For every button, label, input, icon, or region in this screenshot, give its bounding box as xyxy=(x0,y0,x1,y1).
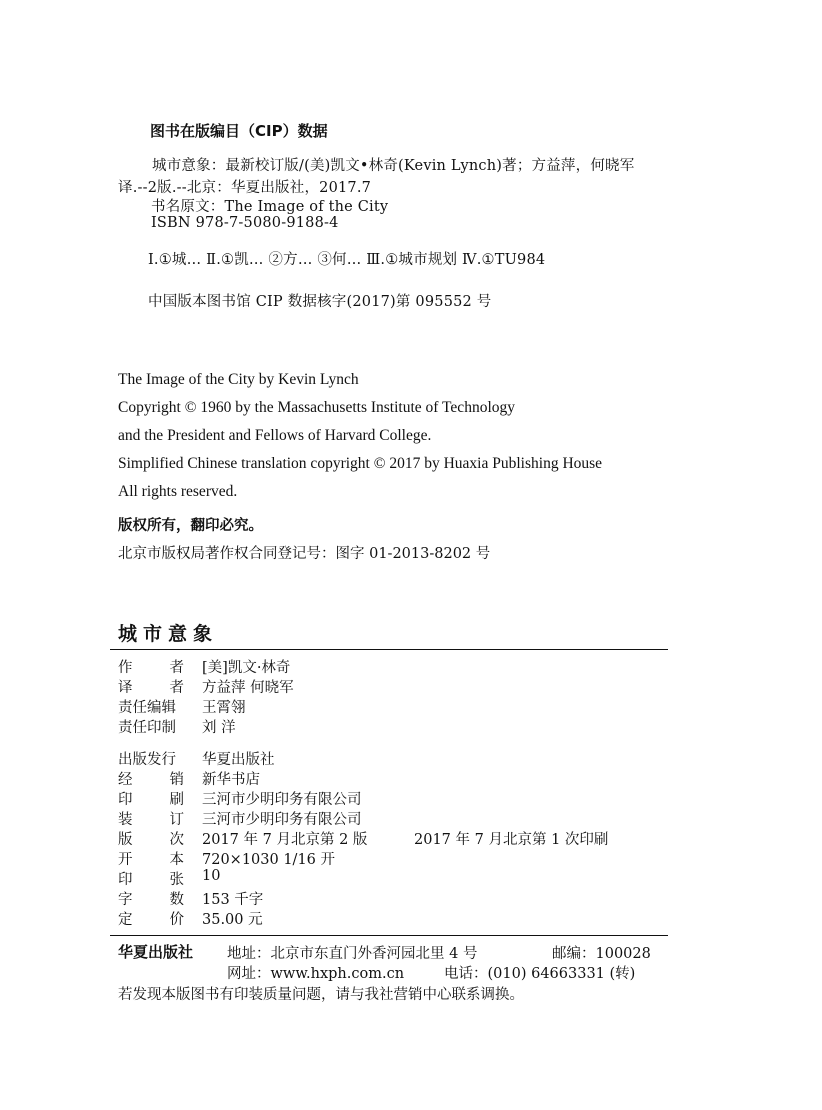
info-label xyxy=(118,748,202,768)
info-value: 方益萍 何晓军 xyxy=(202,680,294,696)
cip-line-1: 城市意象：最新校订版/(美)凯文•林奇(Kevin Lynch)著；方益萍，何晓军 xyxy=(152,158,635,174)
rights-statement: 版权所有，翻印必究。 xyxy=(118,518,263,534)
info-label xyxy=(118,908,184,928)
info-label-part: 定 xyxy=(118,912,133,928)
info-label-part: 销 xyxy=(169,772,184,788)
info-value: 10 xyxy=(202,868,221,884)
info-label xyxy=(118,808,184,828)
book-title: 城市意象 xyxy=(118,623,219,645)
info-value-extra: 2017 年 7 月北京第 1 次印刷 xyxy=(414,832,609,848)
info-value: 华夏出版社 xyxy=(202,752,275,768)
info-value: 三河市少明印务有限公司 xyxy=(202,812,362,828)
english-title-line: The Image of the City by Kevin Lynch xyxy=(118,371,359,388)
info-label-part: 者 xyxy=(169,660,184,676)
info-row xyxy=(118,788,362,808)
cip-line-2: 译.--2版.--北京：华夏出版社，2017.7 xyxy=(118,180,372,196)
info-label xyxy=(118,788,184,808)
info-value: [美]凯文·林奇 xyxy=(202,660,291,676)
info-label xyxy=(118,888,184,908)
english-copyright-line: Copyright © 1960 by the Massachusetts Institute of Technology xyxy=(118,399,515,416)
publisher-website: 网址：www.hxph.com.cn xyxy=(227,966,405,982)
cip-isbn: ISBN 978-7-5080-9188-4 xyxy=(151,215,339,231)
divider-bottom xyxy=(110,935,668,936)
info-label-part: 译 xyxy=(118,680,133,696)
publisher-name: 华夏出版社 xyxy=(118,943,194,961)
info-label-part: 装 xyxy=(118,812,133,828)
cip-verification: 中国版本图书馆 CIP 数据核字(2017)第 095552 号 xyxy=(148,294,492,310)
info-label xyxy=(118,676,184,696)
info-label xyxy=(118,716,202,736)
info-label-part: 者 xyxy=(169,680,184,696)
info-label xyxy=(118,768,184,788)
info-label-part: 责任印制 xyxy=(118,720,176,736)
info-value: 2017 年 7 月北京第 2 版 xyxy=(202,832,368,848)
info-label xyxy=(118,848,184,868)
info-label-part: 本 xyxy=(169,852,184,868)
copyright-registration: 北京市版权局著作权合同登记号：图字 01-2013-8202 号 xyxy=(118,546,491,562)
english-rights-line: All rights reserved. xyxy=(118,483,238,500)
info-label-part: 开 xyxy=(118,852,133,868)
divider-top xyxy=(110,649,668,650)
info-value: 刘 洋 xyxy=(202,720,236,736)
info-row xyxy=(118,676,294,696)
info-label xyxy=(118,656,184,676)
info-label-part: 责任编辑 xyxy=(118,700,176,716)
info-label-part: 次 xyxy=(169,832,184,848)
info-value: 35.00 元 xyxy=(202,912,263,928)
info-label xyxy=(118,868,184,888)
info-label-part: 订 xyxy=(169,812,184,828)
publisher-postcode: 邮编：100028 xyxy=(552,946,651,962)
cip-classification: Ⅰ.①城… Ⅱ.①凯… ②方… ③何… Ⅲ.①城市规划 Ⅳ.①TU984 xyxy=(148,252,546,268)
info-row xyxy=(118,696,246,716)
info-label-part: 数 xyxy=(169,892,184,908)
info-label-part: 经 xyxy=(118,772,133,788)
english-translation-line: Simplified Chinese translation copyright © 2017 by Huaxia Publishing House xyxy=(118,455,603,472)
info-label-part: 版 xyxy=(118,832,133,848)
info-label-part: 价 xyxy=(169,912,184,928)
publisher-address: 地址：北京市东直门外香河园北里 4 号 xyxy=(227,946,478,962)
info-label-part: 刷 xyxy=(169,792,184,808)
info-value: 三河市少明印务有限公司 xyxy=(202,792,362,808)
publisher-phone: 电话：(010) 64663331 (转) xyxy=(444,966,636,982)
info-row xyxy=(118,768,260,788)
info-label-part: 字 xyxy=(118,892,133,908)
info-label-part: 出版发行 xyxy=(118,752,176,768)
info-row xyxy=(118,656,290,676)
info-label-part: 作 xyxy=(118,660,133,676)
quality-notice: 若发现本版图书有印装质量问题，请与我社营销中心联系调换。 xyxy=(118,987,524,1003)
info-label-part: 张 xyxy=(169,872,184,888)
info-value: 153 千字 xyxy=(202,892,264,908)
info-row xyxy=(118,716,236,736)
cip-title: 图书在版编目（CIP）数据 xyxy=(150,122,328,140)
info-label xyxy=(118,828,184,848)
info-row xyxy=(118,748,275,768)
info-row xyxy=(118,828,609,848)
info-row xyxy=(118,808,362,828)
english-copyright-line-2: and the President and Fellows of Harvard College. xyxy=(118,427,432,444)
info-value: 720×1030 1/16 开 xyxy=(202,852,336,868)
info-value: 王霄翎 xyxy=(202,700,246,716)
info-value: 新华书店 xyxy=(202,772,260,788)
info-row xyxy=(118,888,263,908)
info-label xyxy=(118,696,202,716)
info-row xyxy=(118,868,220,888)
cip-line-3: 书名原文：The Image of the City xyxy=(151,199,389,215)
info-label-part: 印 xyxy=(118,872,133,888)
info-label-part: 印 xyxy=(118,792,133,808)
info-row xyxy=(118,848,335,868)
info-row xyxy=(118,908,263,928)
